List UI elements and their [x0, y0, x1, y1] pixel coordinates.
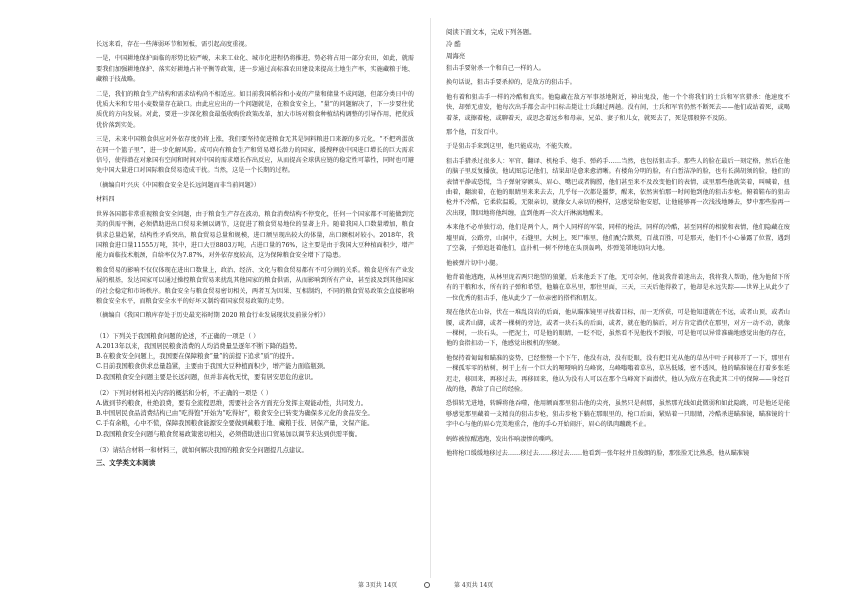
answer-option: C.目前我国粮食供求总量趋紧，主要由于我国大豆种植面积少，增产能力面临瓶颈。 — [96, 363, 330, 371]
material-heading: 材料四 — [96, 196, 115, 204]
page-footer — [0, 581, 860, 595]
paragraph: 狙击手猎杀过很多人：军官、翻译、机枪手、炮手、弹药手……当然，也包括狙击手。那些人的脸在最后一刻定格，然后在他的脑子里反复播放，他试图忘记他们，结果却是愈来愈清晰。有楼角分明的脸，有白皙洁净的脸，也有长满胡须的脸，他们的表情平静或恐慌，当子弹射穿额头、眉心、嘴巴或者胸膛，他们甚至来不及改变他们的表情，或里那些他就笑着，叫喊着，扭曲着，翻滚着，在他的眼睛里来来去去，几乎每一次都是噩梦，醒来，依然害怕那一时间他到他的狙击步枪。俯着鞋布的狙击枪并不冷酷，它柔软温暖，无限亲切，就像女人亲切的模样，这感觉给他安慰，让他能够再一次浅浅地睡去，梦中那些脸再一次出现，期因地将他纠缠，直到他再一次大汗淋漓地醒来。 — [446, 157, 790, 217]
page-number-left: 第 3页共 14页 — [358, 582, 398, 589]
paragraph: 那个他，百发百中。 — [446, 129, 502, 137]
source-citation: （摘编自叶兴庆《中国粮食安全是长远问题而非当前问题》） — [96, 181, 260, 189]
paragraph: 现在他伏在山谷，伏在一堆乱岗岩的后面，他从瞄准镜里寻找着目标，而一无所获，可是他知道就在不远，或者山顶，或者山腰，或者山脚，或者一棵树的旁边，或者一块石头的后面，或者，就在他的脑后，对方肯定潜伏在那里，对方一动不动，就像一棵树，一块石头，一把泥土，可是他的眼睛，一眨不眨，虽然看不见他找不到彼，可是他可以异常准确地感觉出他的存在，他的食指扣动一下，他感觉出极机的坚硬。 — [446, 309, 790, 348]
answer-option: C.手有余粮，心中不慌，保障我国粮食能源安全要做到藏粮于地、藏粮于技、居保产量，文保产能。 — [96, 420, 374, 428]
paragraph: 恐惧转无进地，转瞬将他吞噬，他用额面那里狙击他的尖亮，虽然只是刹那，虽然那光线如此微弱和如此隐跳，可是他还是能够感觉那里藏着一支精良的狙击步枪，狙击步枪下躺在那眼里的，枪口后面，紧贴着一只眼睛，冷酷杀进瞄准镜，瞄准镜的十字中心与他的眉心完美地重合，他的手心开始闹汗，眉心的肌肉蹦跳不止。 — [446, 400, 790, 429]
paragraph: 换句话说，狙击手要杀掉的，是敌方的狙击手。 — [446, 79, 576, 87]
answer-option: D.我国粮食安全问题与粮食贸易政策密切相关，必须借助进出口贸易加以调节来达到供需平衡。 — [96, 430, 361, 438]
section-heading: 三、文学类文本阅读 — [96, 458, 156, 467]
page-number-right: 第 4页共 14页 — [454, 582, 494, 589]
paragraph: 于是狙击手来到这里，他只能成功，不能失败。 — [446, 143, 576, 151]
paragraph: 他背着他逃跑，从林里庞若两只绝望的狼獾，后来他丢下了他，无可奈何，他说我背着迷出去，我将我人帮助，他为他留下所有的干粮和水，所有的子弹和希望，他躺在草丛里，那往里面，三天，三天后他得救了，他却是永远失踪——世界上从此少了一位优秀的狙击手，他从此少了一位亲密的搭档和朋友。 — [446, 273, 790, 302]
answer-option: D.我国粮食安全问题主要是长远问题，但并非高枕无忧，要有居安思危的意识。 — [96, 373, 317, 381]
paragraph: 狙击手要射杀一个和自己一样的人。 — [446, 65, 545, 72]
question-stem: （3）请结合材料一和材料三，就如何解决我国的粮食安全问题提几点建议。 — [96, 446, 308, 454]
paragraph: 他被弹片切中小腿。 — [446, 259, 502, 267]
answer-option: B.中国居民食品消费结构已由“吃得饱”开始为“吃得好”，粮食安全已转变为确保多元化的食品安全。 — [96, 410, 374, 418]
paragraph: 蚂蚱被惊醒逃跑，发出作响凄惨的嘶鸣。 — [446, 435, 558, 443]
binding-circle-icon — [424, 582, 430, 588]
paragraph: 粮食贸易的影响不仅仅体现在进出口数量上，政治、经济、文化与粮食贸易都有不可分割的关系。粮食是所有产业发展的根基，发达国家可以通过操控粮食贸易来扰乱其他国家的粮食供需，从而影响到所有产业，甚至波及到其他国家的社会稳定和市场秩序。粮食安全与粮食贸易密切相关，两者互为因果、互相制约，不同的粮食贸易政策会直接影响粮食安全水平，而粮食安全水平的好坏又制约着国家贸易政策的走势。 — [96, 266, 414, 305]
paragraph: 世界各国都非常重视粮食安全问题，由于粮食生产存在波动，粮食消费结构不停变化，任何一个国家都不可能做到完美的供需平衡，必须借助进出口贸易来倾以调节，这促进了粮食贸易地位的显著上升。随着我国人口数量增加，粮食供求总量趋紧，结构性矛盾突出，粮食贸易总量和规模，进口额呈现出较大的体量，出口额相对较小。2018年，我国粮食进口量11555万吨，其中，进口大豆8803万吨，占进口量的76%，这主要是由于我国大豆种植面积少，增产能力面临技术瓶颈，自给率仅为7.87%，对外依存度较高，这为保障粮食安全增下了隐患。 — [96, 210, 414, 260]
answer-option: B.在粮食安全问题上，我国要在保障粮食“量”的前提下追求“质”的提升。 — [96, 353, 299, 361]
story-author: 周海亮 — [446, 52, 466, 60]
paragraph: 他将枪口缓缓地移过去……移过去……移过去……他看到一张年轻并且俊朗的脸，那张脸无比熟悉，他从瞄准镜 — [446, 450, 750, 457]
instruction: 阅读下面文本，完成下列各题。 — [446, 28, 536, 36]
story-title: 冷 酷 — [446, 40, 461, 48]
paragraph: 一是，中国耕地保护面临的形势比较严峻，未来工业化、城市化进程仍将推进，势必将占用一部分农田，如此，就需要我们加强耕地保护、落实好耕地占补平衡等政策，进一步通过高标准农田建设来提高土地生产率，实施藏粮于地、藏粮于技战略。 — [96, 55, 414, 84]
paragraph: 二是，我们的粮食生产结构和需求结构尚不相适应。如目前我国稻谷和小麦的产量和储量不成问题，但部分类日中的优质大米和专用小麦数量存在缺口。由此应应出的一个问题就是，在粮食安全上，“量”的问题解决了，下一步要往优质优的方向发展。对此，要进一步深化粮食最低收购价政策改革，加大市场对粮食种植结构调整的引导作用，把优质优价落到实处。 — [96, 90, 414, 129]
question-stem: （2）下列对材料相关内容的概括和分析，不正确的一项是（ ） — [96, 389, 273, 397]
paragraph: 三是，未来中国粮食供应对外依存度仍将上涨，我们要坚持促进粮食无其是饲料粮进口来源的多元化，“不把鸡蛋放在同一个篮子里”，进一步化解风险。成可向有粮食生产和贸易增长潜力的国家，援搜释放中国进口增长的巨大需求信号，使得潜在对象国有空间和时间对中国的需求增长作出反应，从而提高全球供应链的稳定性可靠性，同时也可避免中国大量进口对国际粮食贸易造成干扰。当然，这是一个长期的过程。 — [96, 136, 414, 175]
right-page — [430, 0, 860, 608]
paragraph: 本来他不必单独行动，他们是两个人，两个人同样的军装，同样的枪法，同样的冷酷，甚至同样的相貌和表情，他们隐藏在废墟里面，公路旁，山洞中，石缝里，大树上，死尸堆里，他们配合默契，百战百胜，可是那天，他们不小心暴露了位置，遇到了空袭，子弹追赶着他们，直扑机一树不停地在头顶轰鸣，炸弹笼罩地切向大地。 — [446, 224, 790, 253]
answer-option: A.做到节约粮食，杜绝浪费，要有全流程思维，需要社会各方面充分发挥主观能动性，共同发力。 — [96, 399, 368, 407]
source-citation: （摘编自《我国口粮库存处于历史最充裕时期 2020 粮食行业发展现状及前景分析》） — [96, 312, 330, 320]
answer-option: A.2013年以来，我国居民粮食消费的人均消费量呈逐年不断下降的趋势。 — [96, 342, 302, 350]
paragraph: 长远来看，存在一些薄弱环节和短板，需引起高度重视。 — [96, 41, 251, 48]
question-stem: （1）下列关于我国粮食问题的论述，不正确的一项是（ ） — [96, 332, 260, 340]
paragraph: 他有着和狙击手一样的冷酷和真实。他隐藏在敌方军事基地附近，神出鬼没，他一个个将我们的士兵和军官猎杀：他速度不快，却弹无虚发，他每次出手都会击中目标击毙让士兵翻过两趟。没有间，士兵和军官仍然不断死去——他们或站着死，或喝着茶，或擦着枪，或聊着天，或思念着远乡和母亲，兄弟、妻子和儿女，就死去了，死是那般猝不及防。 — [446, 93, 790, 122]
paragraph: 他保持着匍匐和瞄准的姿势，已经整整一个下午，他没有动，没有眨眼，没有把目光从他的草丛中叶子间移开了一下，那里有一棵孤零零的枯树，树干上有一个巨大的哑哑响的乌峰窝，乌峰嗡嗡着草丛，草丛低矮，密不透风，他的瞄准镜在打着多张延迟走，移回来，再移过去，再移回来，他认为没有人可以在那个乌峰窝下面潜伏，他认为敌方在我此其二中的保障——身经百战的他，教给了自己的经验。 — [446, 354, 790, 393]
